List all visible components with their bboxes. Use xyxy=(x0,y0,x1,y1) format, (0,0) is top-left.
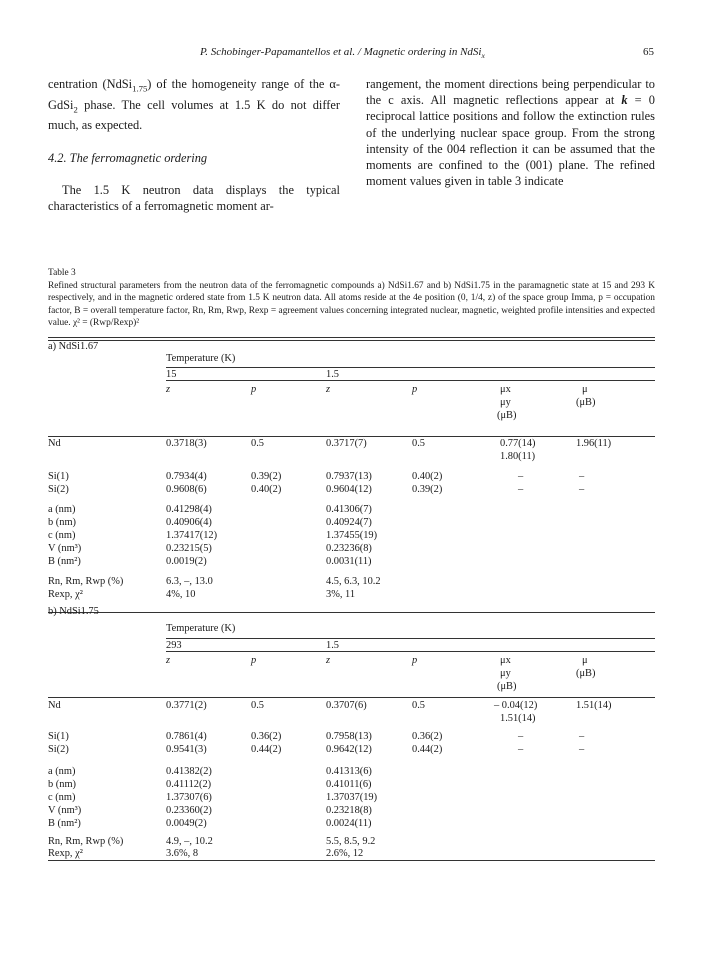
r2-a-v1: 4%, 10 xyxy=(166,589,196,600)
temperature-label-b: Temperature (K) xyxy=(166,623,236,634)
si2-a-mux: – xyxy=(518,484,524,495)
bt-b-v1: 0.0049(2) xyxy=(166,818,207,829)
table-number: Table 3 xyxy=(48,268,76,278)
si1-b-mu: – xyxy=(579,731,585,742)
nd-b-p1: 0.5 xyxy=(251,700,264,711)
table-top-rule xyxy=(48,337,655,338)
si1-b-p2: 0.36(2) xyxy=(412,731,443,742)
header-z-b2: z xyxy=(326,655,331,666)
a-a-v1: 0.41298(4) xyxy=(166,504,212,515)
left-column xyxy=(48,76,340,214)
header-p-b2: p xyxy=(412,655,418,666)
si1-a-p1: 0.39(2) xyxy=(251,471,282,482)
si1-b-p1: 0.36(2) xyxy=(251,731,282,742)
r1-a-v1: 6.3, –, 13.0 xyxy=(166,576,213,587)
r2-b-v1: 3.6%, 8 xyxy=(166,848,199,859)
header-mux-a: μx xyxy=(500,384,511,395)
nd-a-mux: 0.77(14) xyxy=(500,438,536,449)
nd-b-z2: 0.3707(6) xyxy=(326,700,367,711)
b-b-v2: 0.41011(6) xyxy=(326,779,372,790)
row-label-a-a: a (nm) xyxy=(48,504,76,515)
rule-b-section xyxy=(48,612,655,613)
r1-b-v1: 4.9, –, 10.2 xyxy=(166,836,213,847)
header-z-b1: z xyxy=(166,655,171,666)
row-label-c-b: c (nm) xyxy=(48,792,76,803)
temp-a-2: 1.5 xyxy=(326,369,339,380)
row-label-nd-b: Nd xyxy=(48,700,61,711)
header-muy-b: μy xyxy=(500,668,511,679)
temperature-label-a: Temperature (K) xyxy=(166,353,236,364)
row-label-b-a: b (nm) xyxy=(48,517,76,528)
si2-b-p2: 0.44(2) xyxy=(412,744,443,755)
v-b-v1: 0.23360(2) xyxy=(166,805,212,816)
si1-a-mu: – xyxy=(579,471,585,482)
si2-a-p2: 0.39(2) xyxy=(412,484,443,495)
r2-a-v2: 3%, 11 xyxy=(326,589,356,600)
header-z-a2: z xyxy=(326,384,331,395)
b-a-v1: 0.40906(4) xyxy=(166,517,212,528)
bt-a-v2: 0.0031(11) xyxy=(326,556,372,567)
temp-b-1: 293 xyxy=(166,640,182,651)
v-b-v2: 0.23218(8) xyxy=(326,805,372,816)
si2-a-z1: 0.9608(6) xyxy=(166,484,207,495)
row-label-bt-a: B (nm²) xyxy=(48,556,81,567)
header-muy-a: μy xyxy=(500,397,511,408)
body-text xyxy=(0,76,701,244)
bt-b-v2: 0.0024(11) xyxy=(326,818,372,829)
section-b-label: b) NdSi1.75 xyxy=(48,606,99,617)
running-head: P. Schobinger-Papamantellos et al. / Magnetic ordering in NdSi$_x$ xyxy=(200,46,485,61)
right-paragraph-1: rangement, the moment directions being perpendicular to the c axis. All magnetic reflections appear at k = 0 reciprocal lattice positions and follow the extinction rules of the underlying nuclear space group. From the strong intensity of the 004 reflection it can be assumed that the moments are confined to the (001) plane. The refined moment values given in table 3 indicate xyxy=(366,77,655,189)
table-bottom-rule xyxy=(48,860,655,861)
table-caption-text: Refined structural parameters from the neutron data of the ferromagnetic compounds a) NdSi1.67 and b) NdSi1.75 in the paramagnetic state at 15 and 293 K respectively, and in the magnetic ordered state from 1.5 K neutron data. All atoms reside at the 4e position (0, 1/4, z) of the space group Imma, p = occupation factor, B = overall temperature factor, Rn, Rm, Rwp, Rexp = agreement values concerning integrated nuclear, magnetic, weighted profile intensities and expected value. χ² = (Rwp/Rexp)² xyxy=(48,280,655,329)
si1-a-z2: 0.7937(13) xyxy=(326,471,372,482)
c-a-v1: 1.37417(12) xyxy=(166,530,218,541)
section-a-label: a) NdSi1.67 xyxy=(48,341,99,352)
temp-b-2: 1.5 xyxy=(326,640,339,651)
page-number: 65 xyxy=(643,46,654,58)
right-column xyxy=(366,76,655,189)
si1-b-z2: 0.7958(13) xyxy=(326,731,372,742)
row-label-bt-b: B (nm²) xyxy=(48,818,81,829)
row-label-si1-b: Si(1) xyxy=(48,731,69,742)
si2-a-p1: 0.40(2) xyxy=(251,484,282,495)
si2-a-z2: 0.9604(12) xyxy=(326,484,372,495)
nd-a-z2: 0.3717(7) xyxy=(326,438,367,449)
nd-a-p1: 0.5 xyxy=(251,438,264,449)
header-p-b1: p xyxy=(251,655,257,666)
row-label-r1-b: Rn, Rm, Rwp (%) xyxy=(48,836,124,847)
header-mub-b: (μB) xyxy=(497,681,517,692)
row-label-si1-a: Si(1) xyxy=(48,471,69,482)
si2-b-mux: – xyxy=(518,744,524,755)
nd-a-muy: 1.80(11) xyxy=(500,451,536,462)
si1-b-mux: – xyxy=(518,731,524,742)
header-mu-unit-a: (μB) xyxy=(576,397,596,408)
header-p-a1: p xyxy=(251,384,257,395)
si1-a-z1: 0.7934(4) xyxy=(166,471,207,482)
nd-a-mu: 1.96(11) xyxy=(576,438,612,449)
left-paragraph-1: centration (NdSi$_{1.75}$) of the homogeneity range of the α-GdSi$_2$ phase. The cell volumes at 1.5 K do not differ much, as expected. xyxy=(48,77,340,133)
row-label-si2-a: Si(2) xyxy=(48,484,69,495)
row-label-v-b: V (nm³) xyxy=(48,805,82,816)
header-mu-b: μ xyxy=(582,655,588,666)
si1-a-p2: 0.40(2) xyxy=(412,471,443,482)
header-mux-b: μx xyxy=(500,655,511,666)
rule-a-temp xyxy=(166,367,655,368)
table-caption xyxy=(48,267,655,330)
header-z-a1: z xyxy=(166,384,171,395)
row-label-nd-a: Nd xyxy=(48,438,61,449)
si2-b-z1: 0.9541(3) xyxy=(166,744,207,755)
c-b-v1: 1.37307(6) xyxy=(166,792,212,803)
nd-b-mu: 1.51(14) xyxy=(576,700,612,711)
c-a-v2: 1.37455(19) xyxy=(326,530,378,541)
b-a-v2: 0.40924(7) xyxy=(326,517,372,528)
rule-a-temps xyxy=(166,380,655,381)
b-b-v1: 0.41112(2) xyxy=(166,779,212,790)
rule-a-head xyxy=(48,436,655,437)
row-label-v-a: V (nm³) xyxy=(48,543,82,554)
temp-a-1: 15 xyxy=(166,369,177,380)
si1-b-z1: 0.7861(4) xyxy=(166,731,207,742)
nd-a-p2: 0.5 xyxy=(412,438,425,449)
r2-b-v2: 2.6%, 12 xyxy=(326,848,364,859)
rule-b-head xyxy=(48,697,655,698)
bt-a-v1: 0.0019(2) xyxy=(166,556,207,567)
nd-b-muy: 1.51(14) xyxy=(500,713,536,724)
v-a-v2: 0.23236(8) xyxy=(326,543,372,554)
a-b-v2: 0.41313(6) xyxy=(326,766,372,777)
header-p-a2: p xyxy=(412,384,418,395)
row-label-r1-a: Rn, Rm, Rwp (%) xyxy=(48,576,124,587)
header-mu-a: μ xyxy=(582,384,588,395)
nd-a-z1: 0.3718(3) xyxy=(166,438,207,449)
row-label-r2-b: Rexp, χ² xyxy=(48,848,83,859)
row-label-r2-a: Rexp, χ² xyxy=(48,589,83,600)
si2-b-mu: – xyxy=(579,744,585,755)
v-a-v1: 0.23215(5) xyxy=(166,543,212,554)
row-label-a-b: a (nm) xyxy=(48,766,76,777)
r1-a-v2: 4.5, 6.3, 10.2 xyxy=(326,576,381,587)
rule-b-temp xyxy=(166,638,655,639)
row-label-si2-b: Si(2) xyxy=(48,744,69,755)
si2-a-mu: – xyxy=(579,484,585,495)
c-b-v2: 1.37037(19) xyxy=(326,792,378,803)
si2-b-z2: 0.9642(12) xyxy=(326,744,372,755)
header-mu-unit-b: (μB) xyxy=(576,668,596,679)
row-label-b-b: b (nm) xyxy=(48,779,76,790)
nd-b-p2: 0.5 xyxy=(412,700,425,711)
si1-a-mux: – xyxy=(518,471,524,482)
left-paragraph-2: The 1.5 K neutron data displays the typical characteristics of a ferromagnetic moment ar- xyxy=(48,182,340,213)
a-b-v1: 0.41382(2) xyxy=(166,766,212,777)
section-heading: 4.2. The ferromagnetic ordering xyxy=(48,150,208,165)
row-label-c-a: c (nm) xyxy=(48,530,76,541)
nd-b-z1: 0.3771(2) xyxy=(166,700,207,711)
nd-b-mux: – 0.04(12) xyxy=(494,700,538,711)
a-a-v2: 0.41306(7) xyxy=(326,504,372,515)
header-mub-a: (μB) xyxy=(497,410,517,421)
r1-b-v2: 5.5, 8.5, 9.2 xyxy=(326,836,376,847)
rule-b-temps xyxy=(166,651,655,652)
si2-b-p1: 0.44(2) xyxy=(251,744,282,755)
table-top-rule-2 xyxy=(48,340,655,341)
